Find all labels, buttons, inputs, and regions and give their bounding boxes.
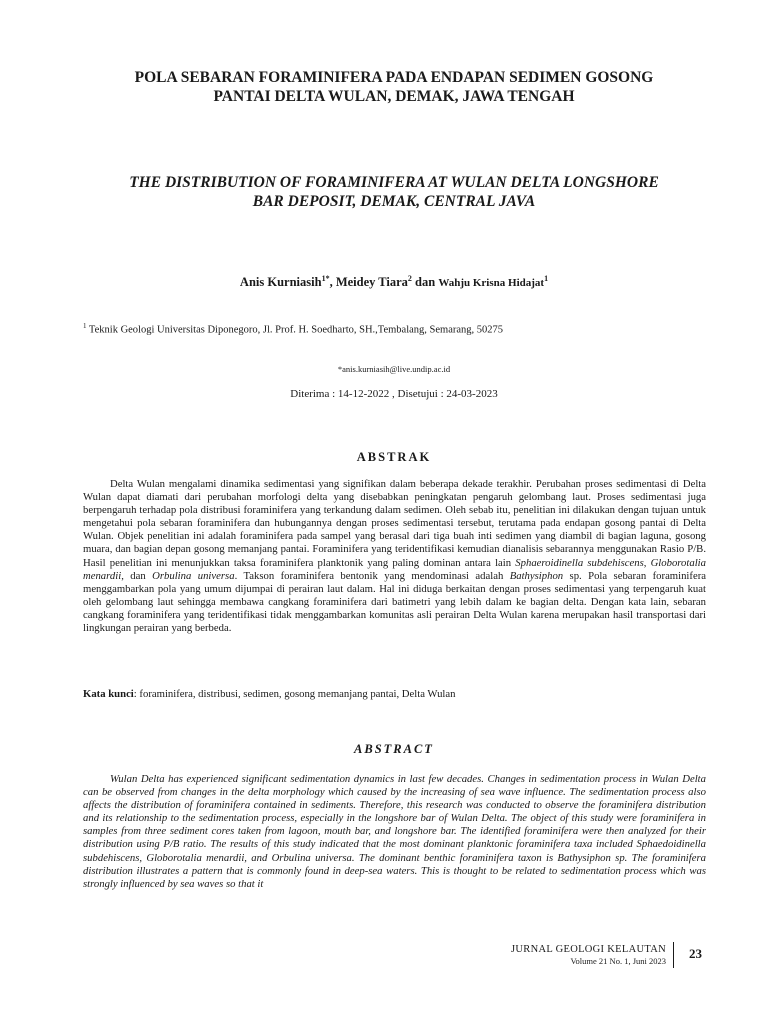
author-separator: dan: [411, 275, 439, 290]
title-en-line-1: THE DISTRIBUTION OF FORAMINIFERA AT WULAN DELTA LONGSHORE: [129, 174, 659, 191]
abstrak-text: , dan: [121, 569, 153, 582]
received-accepted-dates: Diterima : 14-12-2022 , Disetujui : 24-03-2023: [290, 388, 498, 400]
keywords-label: Kata kunci: [83, 688, 134, 700]
species-name: Bathysiphon: [509, 569, 564, 582]
author-3-affiliation-mark: 1: [544, 274, 549, 283]
species-name: Orbulina universa: [152, 569, 235, 582]
corresponding-email: *anis.kurniasih@live.undip.ac.id: [337, 364, 451, 374]
footer-journal: [366, 944, 666, 966]
journal-volume: Volume 21 No. 1, Juni 2023: [570, 956, 666, 966]
title-indonesian: [60, 68, 728, 106]
affiliation: [83, 322, 723, 336]
abstrak-text: Delta Wulan mengalami dinamika sedimentasi yang signifikan dalam beberapa dekade terakhir. Perubahan proses sedimentasi di Delta Wulan dapat diamati dari perubahan morfologi delta yang disebabkan peningkatan pengaruh gelombang laut. Proses sedimentasi juga berpengaruh terhadap pola distribusi foraminifera yang terkandung dalam sedimen. Oleh sebab itu, penelitian ini dilakukan dengan tujuan untuk mengetahui pola sebaran foraminifera dan hubungannya dengan proses sedimentasi tersebut, terutama pada endapan gosong pantai di Delta Wulan. Objek penelitian ini adalah foraminifera pada sampel yang berasal dari tiga buah inti sedimen yang diambil di bagian laguna, gosong muara, dan bagian depan gosong memanjang pantai. Foraminifera yang teridentifikasi kemudian dianalisis sebarannya menggunakan Rasio P/B. Hasil penelitian ini menunjukkan taksa foraminifera planktonik yang paling dominan antara lain: [83, 478, 706, 569]
abstrak-text: ,: [643, 556, 651, 569]
author-2: Meidey Tiara: [335, 275, 408, 290]
author-1: Anis Kurniasih: [239, 275, 322, 290]
author-2-affiliation-mark: 2: [407, 274, 412, 283]
author-separator: ,: [329, 275, 336, 290]
author-list: [60, 274, 728, 290]
abstrak-text: sp. Pola sebaran foraminifera menggambarkan pola yang umum dijumpai di perairan laut dalam. Hal ini diduga berkaitan dengan proses sedimentasi yang terpengaruh kuat oleh gelombang laut sehingga membawa cangkang foraminifera dari batimetri yang lebih dalam ke bagian delta. Dengan kata lain, sebaran cangkang foraminifera yang teridentifikasi tidak menggambarkan komunitas asli perairan Delta Wulan karena merupakan hasil transportasi dari lingkungan perairan yang berbeda.: [83, 569, 707, 635]
abstract-body: Wulan Delta has experienced significant sedimentation dynamics in last few decades. Changes in sedimentation process in Wulan Delta can be observed from changes in the delta morphology which caused by the increasing of sea wave influence. The sedimentation process also affects the distribution of foraminifera contained in sediments. Therefore, this research was conducted to observe the foraminifera distribution and its relationship to the sedimentation process, especially in the longshore bar of Wulan Delta. The object of this study were foraminifera in samples from three sediment cores taken from lagoon, mouth bar, and longshore bar. The identified foraminifera were then analyzed for their distribution using P/B ratio. The results of this study indicated that the most dominant planktonic foraminifera taxa included Sphaedoidinella subdehiscens, Globorotalia menardii, and Orbulina universa. The dominant benthic foraminifera taxon is Bathysiphon sp. The foraminifera distribution illustrates a pattern that is commonly found in deep-sea waters. This is thought to be related to sedimentation process which was strongly influenced by sea waves so that it: [83, 773, 706, 890]
affiliation-text: Teknik Geologi Universitas Diponegoro, Jl. Prof. H. Soedharto, SH.,Tembalang, Semarang, 50275: [86, 324, 504, 336]
journal-name: JURNAL GEOLOGI KELAUTAN: [511, 944, 666, 955]
title-id-line-1: POLA SEBARAN FORAMINIFERA PADA ENDAPAN SEDIMEN GOSONG: [134, 69, 654, 86]
abstrak-text: . Takson foraminifera bentonik yang mendominasi adalah: [234, 569, 510, 582]
author-1-affiliation-mark: 1*: [321, 274, 330, 283]
abstract-heading: ABSTRACT: [354, 742, 434, 756]
species-name: Globorotalia menardii: [83, 556, 706, 582]
author-3: Wahju Krisna Hidajat: [438, 277, 545, 290]
title-en-line-2: BAR DEPOSIT, DEMAK, CENTRAL JAVA: [252, 193, 536, 210]
title-english: [60, 173, 728, 211]
affiliation-mark: 1: [83, 322, 87, 330]
footer-divider: [673, 942, 674, 968]
keywords: [83, 688, 706, 700]
title-id-line-2: PANTAI DELTA WULAN, DEMAK, JAWA TENGAH: [213, 88, 575, 105]
page-number: 23: [689, 946, 702, 961]
species-name: Sphaeroidinella subdehiscens: [515, 556, 644, 569]
abstrak-body: [83, 478, 706, 635]
abstrak-heading: ABSTRAK: [356, 450, 432, 464]
keywords-list: : foraminifera, distribusi, sedimen, gosong memanjang pantai, Delta Wulan: [133, 688, 456, 700]
